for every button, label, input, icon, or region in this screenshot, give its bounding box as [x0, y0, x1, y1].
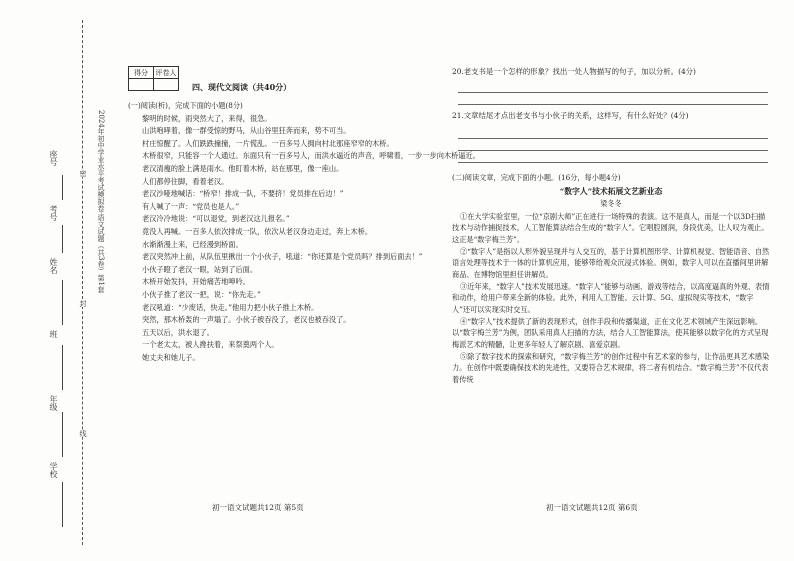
passage1-line: 老汉吼道：“少废话，快走。”他用力把小伙子推上木桥。 — [142, 302, 319, 312]
passage1-line: 五天以后，洪水退了。 — [142, 327, 214, 337]
grader-cell — [154, 79, 179, 91]
passage1-line: 小伙子瞪了老汉一眼，站到了后面。 — [142, 264, 258, 274]
passage2-title: “数字人”技术拓展文艺新业态 — [559, 186, 663, 196]
right-page-footer: 初一语文试题共12页 第6页 — [546, 503, 638, 512]
passage1-line: 木桥很窄，只能容一个人通过。东面只有一百多号人，而洪水逼近的声音，呼啸着，一步一步向木桥逼近。 — [142, 151, 480, 161]
exam-no-label: 考号 — [49, 205, 58, 221]
cut-hint-1: 密 — [79, 170, 87, 177]
passage2-author: 梁冬冬 — [600, 199, 622, 209]
passage1-line: 山洪咆哮着，像一群受惊的野马，从山谷里狂奔而来，势不可当。 — [142, 126, 351, 136]
seat-label: 座号 — [49, 150, 58, 166]
left-page-passage — [128, 100, 480, 364]
grader-label: 评卷人 — [155, 68, 177, 77]
passage2-heading: (二)阅读文章，完成下面的小题。(16分，每小题4分) — [452, 173, 621, 182]
exam-title: 2024年初中学业水平考试模拟卷·语文试题（共3卷）第1套 — [97, 110, 105, 293]
passage1-heading: (一)阅读(析)，完成下面的小题(8分) — [128, 101, 243, 110]
passage2-paragraph: ③近年来，“数字人”技术发展迅速。“数字人”能够与动画、游戏等结合，以高度逼真的外观、表情和动作，给用户带来全新的体验。此外，利用人工智能、云计算、5G、虚拟现实等技术，“数字人”还可以实现实时交互。 — [452, 281, 770, 315]
left-page-footer: 初一语文试题共12页 第5页 — [212, 503, 304, 512]
section-title: 四、现代文阅读（共40分） — [192, 82, 292, 92]
passage1-line: 突然，那木桥轰的一声塌了。小伙子被吞没了，老汉也被吞没了。 — [142, 315, 351, 325]
name-field-line — [62, 280, 63, 325]
cut-hint-3: 线 — [79, 430, 87, 437]
passage1-line: 人们都停住脚，看着老汉。 — [142, 176, 229, 186]
class-field-line — [62, 345, 63, 390]
q20-answer-line-2 — [458, 104, 768, 105]
passage2-paragraph: ②“数字人”是指以人形外貌呈现并与人交互的，基于计算机图形学、计算机视觉、智能语音、自然语言处理等技术于一体的计算机应用，能够带给观众沉浸式体验。例如，数字人可以在直播间里讲解商品、在博物馆里担任讲解员。 — [452, 246, 770, 280]
school-label: 学校 — [49, 462, 58, 478]
exam-no-field-line — [62, 225, 63, 253]
q21-text: 21.文章结尾才点出老支书与小伙子的关系，这样写，有什么好处？(4分) — [452, 111, 689, 120]
passage1-line: 木桥开始发抖，开始痛苦地呻吟。 — [142, 277, 250, 287]
q21-answer-line-1 — [458, 138, 768, 139]
grade-label: 年级 — [49, 395, 58, 411]
passage2-paragraph: ④“数字人”技术提供了新的表现形式，创作手段和传播渠道，正在文化艺术领域产生深远影响。以“数字梅兰芳”为例，团队采用真人扫描的方法，结合人工智能算法，使其能够以数字化的方式呈现梅派艺术的精髓，让更多年轻人了解京剧、喜爱京剧。 — [452, 316, 769, 350]
passage1-line: 黎明的时候，雨突然大了，来得，很急。 — [142, 113, 272, 123]
q20-answer-line-1 — [458, 92, 768, 93]
passage1-line: 她丈夫和她儿子。 — [142, 352, 200, 362]
score-cell — [129, 79, 154, 91]
q21-answer-line-2 — [458, 150, 768, 151]
passage1-line: 老汉沙哑地喊话：“桥窄！排成一队，不要挤！党员排在后边！” — [142, 189, 344, 199]
passage1-line: 一个老太太，被人搀扶着，来祭奠两个人。 — [142, 340, 279, 350]
score-label: 得分 — [129, 67, 154, 79]
score-box — [128, 66, 179, 91]
grade-field-line — [62, 412, 63, 457]
passage1-body — [128, 113, 480, 365]
passage1-line: 水渐渐漫上来，已经漫到桥面。 — [142, 239, 243, 249]
passage1-line: 有人喊了一声：“党员也是人。” — [142, 201, 240, 211]
passage2-paragraph: ①在大学实验室里，一位“京剧大师”正在进行一场特殊的表演。这不是真人，而是一个以3D扫描技术与动作捕捉技术，人工智能算法结合生成的“数字人”。它唱腔圆润，身段优美，让人叹为观止。这正是“数字梅兰芳”。 — [452, 211, 769, 245]
passage1-line: 小伙子推了老汉一把，说：“你先走。” — [142, 289, 261, 299]
q20-text: 20.老支书是一个怎样的形象？找出一处人物描写的句子，加以分析。(4分) — [452, 67, 696, 76]
passage1-line: 老汉清瘦的脸上满是雨水。他盯着木桥，站在那里，像一座山。 — [142, 163, 344, 173]
cut-hint-2: 封 — [79, 300, 87, 307]
binding-strip — [0, 0, 118, 561]
passage2-body — [452, 211, 770, 386]
passage1-line: 村庄惊醒了。人们跌跌撞撞，一片慌乱。一百多号人拥向村北那座窄窄的木桥。 — [142, 138, 394, 148]
seat-field-line — [62, 175, 63, 200]
q21-answer-line-3 — [458, 162, 768, 163]
cut-line — [82, 20, 83, 545]
name-label: 姓名 — [49, 258, 58, 274]
passage2-paragraph: ⑤除了数字技术的探索和研究，“数字梅兰芳”的创作过程中有艺术家的参与，让作品更具艺术感染力。在创作中既要确保技术的先进性，又要符合艺术规律，将二者有机结合。“数字梅兰芳”不仅代表着传统 — [452, 351, 770, 385]
class-label: 班 — [49, 330, 58, 338]
right-page-passage — [452, 172, 770, 386]
passage1-line: 老汉突然冲上前，从队伍里揪出一个小伙子，吼道：“你还算是个党员吗？排到后面去！” — [142, 252, 423, 262]
passage1-line: 老汉冷冷地说：“可以退党，到老汉这儿报名。” — [142, 214, 290, 224]
passage1-line: 竟没人再喊。一百多人依次排成一队，依次从老汉身边走过，奔上木桥。 — [142, 226, 373, 236]
school-field-line — [62, 482, 63, 527]
